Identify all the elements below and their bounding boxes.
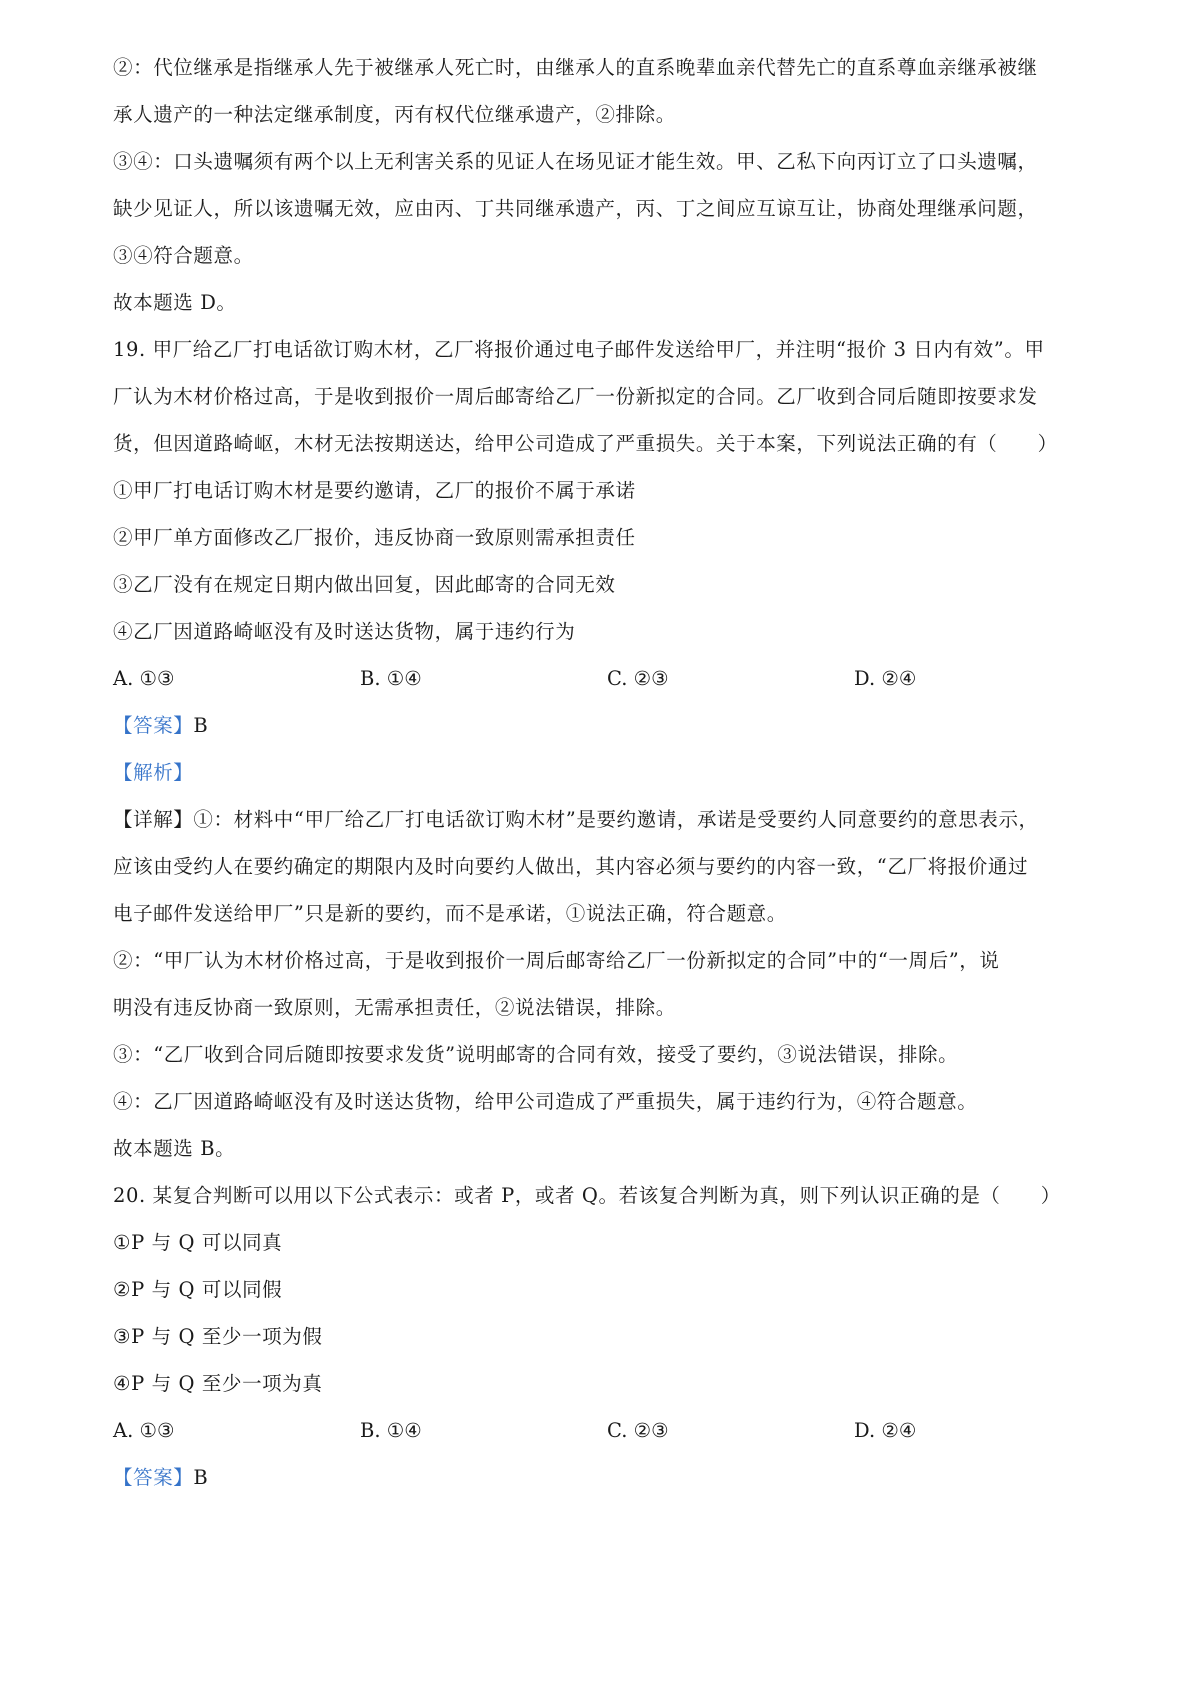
- option-d: D. ②④: [854, 1419, 917, 1442]
- text-line: ②：代位继承是指继承人先于被继承人死亡时，由继承人的直系晚辈血亲代替先亡的直系尊血亲继承被继: [113, 56, 1038, 79]
- question-19-statement-1: ①甲厂打电话订购木材是要约邀请，乙厂的报价不属于承诺: [113, 479, 636, 502]
- question-20-statement-1: ①P 与 Q 可以同真: [113, 1231, 283, 1254]
- detail-text: ①：材料中“甲厂给乙厂打电话欲订购木材”是要约邀请，承诺是受要约人同意要约的意思表示，: [193, 808, 1039, 831]
- analysis-tag: 【解析】: [113, 761, 194, 784]
- option-b: B. ①④: [360, 1419, 422, 1442]
- detail-tag: 【详解】: [113, 808, 194, 831]
- option-a: A. ①③: [113, 667, 175, 690]
- conclusion-line: 故本题选 D。: [113, 291, 237, 314]
- question-19-detail: 电子邮件发送给甲厂”只是新的要约，而不是承诺，①说法正确，符合题意。: [113, 902, 787, 925]
- question-19-stem: 货，但因道路崎岖，木材无法按期送达，给甲公司造成了严重损失。关于本案，下列说法正确的有（ ）: [113, 432, 1058, 455]
- question-19-stem: 厂认为木材价格过高，于是收到报价一周后邮寄给乙厂一份新拟定的合同。乙厂收到合同后随即按要求发: [113, 385, 1038, 408]
- question-19-detail: ④：乙厂因道路崎岖没有及时送达货物，给甲公司造成了严重损失，属于违约行为，④符合题意。: [113, 1090, 978, 1113]
- question-19-conclusion: 故本题选 B。: [113, 1137, 236, 1160]
- text-line: ③④：口头遗嘱须有两个以上无利害关系的见证人在场见证才能生效。甲、乙私下向丙订立了口头遗嘱，: [113, 150, 1038, 173]
- question-19-statement-2: ②甲厂单方面修改乙厂报价，违反协商一致原则需承担责任: [113, 526, 636, 549]
- question-20-options: [113, 1417, 1103, 1445]
- text-line: 承人遗产的一种法定继承制度，丙有权代位继承遗产，②排除。: [113, 103, 676, 126]
- question-19-detail: 应该由受约人在要约确定的期限内及时向要约人做出，其内容必须与要约的内容一致，“乙厂将报价通过: [113, 855, 1029, 878]
- question-19-statement-4: ④乙厂因道路崎岖没有及时送达货物，属于违约行为: [113, 620, 576, 643]
- option-d: D. ②④: [854, 667, 917, 690]
- answer-value: B: [193, 1466, 209, 1489]
- question-19-statement-3: ③乙厂没有在规定日期内做出回复，因此邮寄的合同无效: [113, 573, 616, 596]
- question-19-answer: [113, 712, 1103, 740]
- answer-tag: 【答案】: [113, 1466, 194, 1489]
- question-20-statement-4: ④P 与 Q 至少一项为真: [113, 1372, 323, 1395]
- question-19-stem: 19. 甲厂给乙厂打电话欲订购木材，乙厂将报价通过电子邮件发送给甲厂，并注明“报价 3 日内有效”。甲: [113, 338, 1045, 361]
- question-20-answer: [113, 1464, 1103, 1492]
- answer-tag: 【答案】: [113, 714, 194, 737]
- option-c: C. ②③: [607, 667, 669, 690]
- question-20-stem: 20. 某复合判断可以用以下公式表示：或者 P，或者 Q。若该复合判断为真，则下列认识正确的是（ ）: [113, 1184, 1061, 1207]
- question-19-options: [113, 665, 1103, 693]
- question-19-detail: [113, 806, 1103, 834]
- question-19-detail: ③：“乙厂收到合同后随即按要求发货”说明邮寄的合同有效，接受了要约，③说法错误，排除。: [113, 1043, 959, 1066]
- question-20-statement-2: ②P 与 Q 可以同假: [113, 1278, 283, 1301]
- question-19-detail: 明没有违反协商一致原则，无需承担责任，②说法错误，排除。: [113, 996, 676, 1019]
- question-20-statement-3: ③P 与 Q 至少一项为假: [113, 1325, 323, 1348]
- option-a: A. ①③: [113, 1419, 175, 1442]
- answer-value: B: [193, 714, 209, 737]
- question-19-analysis-heading: [113, 759, 1103, 787]
- text-line: 缺少见证人，所以该遗嘱无效，应由丙、丁共同继承遗产，丙、丁之间应互谅互让，协商处理继承问题，: [113, 197, 1038, 220]
- text-line: ③④符合题意。: [113, 244, 254, 267]
- question-19-detail: ②：“甲厂认为木材价格过高，于是收到报价一周后邮寄给乙厂一份新拟定的合同”中的“一周后”，说: [113, 949, 1000, 972]
- option-b: B. ①④: [360, 667, 422, 690]
- option-c: C. ②③: [607, 1419, 669, 1442]
